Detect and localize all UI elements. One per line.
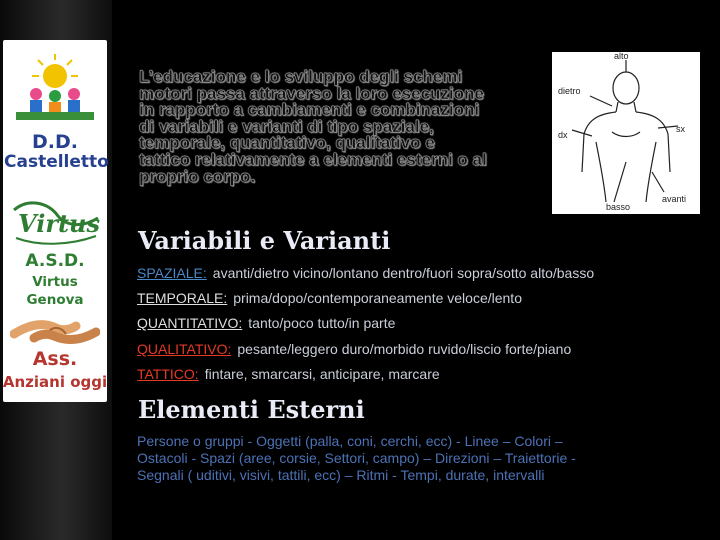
- variable-values: tanto/poco tutto/in parte: [248, 315, 396, 331]
- variable-row-qualitativo: [137, 341, 571, 358]
- variable-values: pesante/leggero duro/morbido ruvido/liscio forte/piano: [237, 341, 572, 357]
- intro-line: temporale, quantitativo, qualitativo e: [139, 133, 435, 153]
- variable-label: QUANTITATIVO:: [137, 315, 243, 331]
- anziani-oggi-label: Anziani oggi: [2, 373, 108, 391]
- label-avanti: avanti: [662, 194, 687, 204]
- label-basso: basso: [606, 202, 631, 212]
- elementi-line: Segnali ( uditivi, visivi, tattili, ecc) – Ritmi - Tempi, durate, intervalli: [137, 467, 545, 483]
- variable-label: TEMPORALE:: [137, 290, 228, 306]
- variable-row-spaziale: [137, 265, 594, 282]
- variable-row-tattico: [137, 366, 440, 383]
- label-dx: dx: [558, 130, 568, 140]
- intro-line: tattico relativamente a elementi esterni o al: [139, 149, 487, 169]
- variable-label: SPAZIALE:: [137, 265, 207, 281]
- sidebar: [0, 0, 112, 540]
- intro-line: in rapporto a cambiamenti e combinazioni: [139, 100, 480, 120]
- castelletto-label: Castelletto: [4, 152, 109, 172]
- elementi-line: Ostacoli - Spazi (aree, corsie, Settori, campo) – Direzioni – Traiettorie -: [137, 450, 576, 466]
- label-alto: alto: [614, 52, 629, 61]
- elementi-line: Persone o gruppi - Oggetti (palla, coni, cerchi, ecc) - Linee – Colori –: [137, 433, 563, 449]
- intro-line: di variabili e varianti di tipo spaziale,: [139, 116, 434, 136]
- variable-label: TATTICO:: [137, 366, 199, 382]
- intro-paragraph: [139, 69, 554, 185]
- ass-label: Ass.: [32, 348, 78, 370]
- virtus-genova-label: Virtus Genova: [26, 274, 84, 308]
- asd-label: A.S.D.: [25, 251, 85, 271]
- intro-line: motori passa attraverso la loro esecuzione: [139, 83, 484, 103]
- intro-line: L’educazione e lo sviluppo degli schemi: [139, 67, 463, 86]
- elementi-paragraph: [137, 433, 657, 484]
- body-directions-sketch: [552, 52, 700, 214]
- virtus-logo-text: Virtus: [18, 209, 101, 238]
- variable-values: prima/dopo/contemporaneamente veloce/lento: [233, 290, 522, 306]
- virtus-logo: [8, 196, 104, 248]
- handshake-icon: [10, 310, 100, 350]
- variable-row-temporale: [137, 290, 522, 307]
- dd-castelletto-logo: [8, 46, 102, 128]
- label-dietro: dietro: [558, 86, 581, 96]
- variable-values: avanti/dietro vicino/lontano dentro/fuori sopra/sotto alto/basso: [212, 265, 595, 281]
- variable-row-quantitativo: [137, 315, 395, 332]
- variabili-title: Variabili e Varianti: [138, 226, 391, 255]
- label-sx: sx: [676, 124, 685, 134]
- intro-line: proprio corpo.: [139, 166, 256, 186]
- dd-label: D.D.: [32, 131, 78, 153]
- variable-values: fintare, smarcarsi, anticipare, marcare: [204, 366, 440, 382]
- variable-label: QUALITATIVO:: [137, 341, 232, 357]
- elementi-title: Elementi Esterni: [138, 395, 365, 424]
